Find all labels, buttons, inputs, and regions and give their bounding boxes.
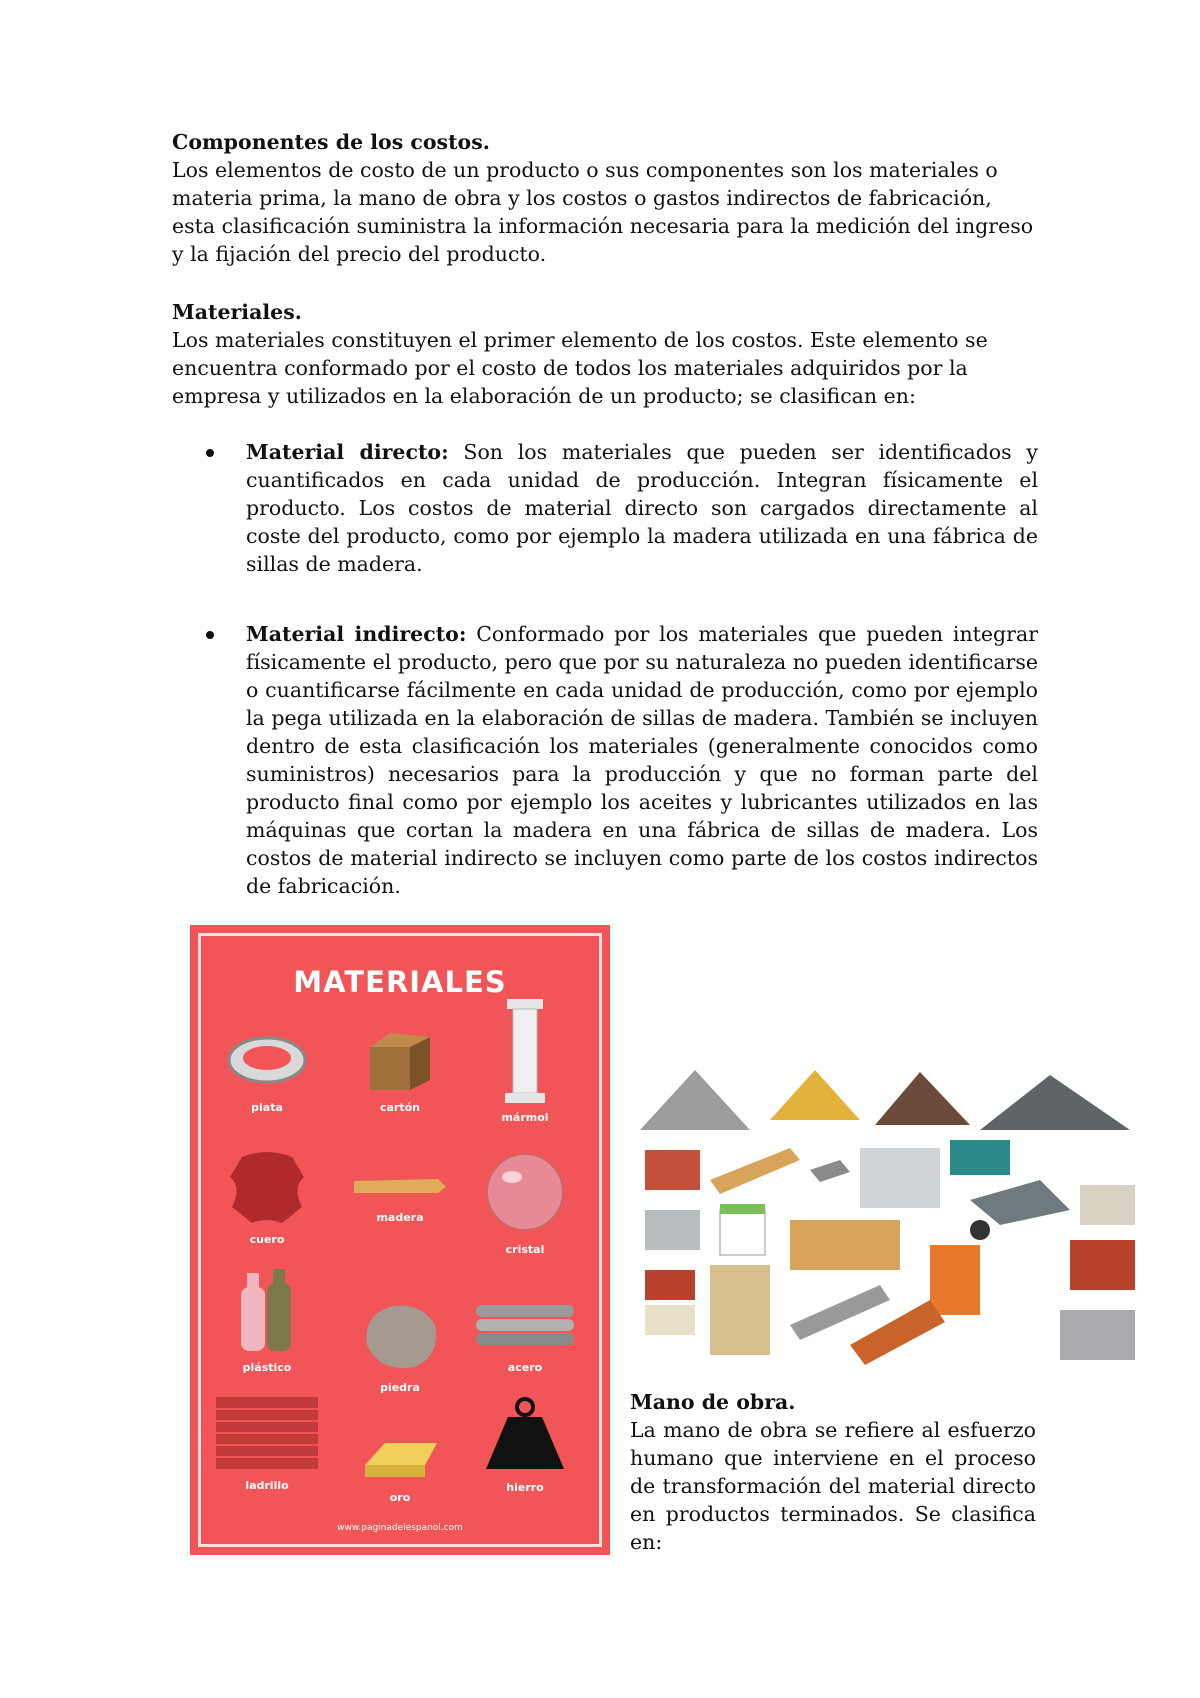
poster-item-label: cuero (249, 1233, 285, 1246)
building-materials-icon (645, 1140, 1135, 1365)
iron-weight-icon (480, 1395, 570, 1475)
leather-icon (222, 1147, 312, 1227)
materiales-poster (190, 925, 610, 1555)
poster-item-label: cartón (379, 1101, 420, 1114)
poster-item-label: plata (251, 1101, 283, 1114)
bullet-dot (206, 631, 214, 639)
poster-item-ladrillo (202, 1393, 332, 1492)
gold-bar-icon (355, 1425, 445, 1485)
column-icon (495, 995, 555, 1105)
bullet-dot (206, 449, 214, 457)
materiales-section (172, 298, 1038, 410)
poster-item-label: cristal (505, 1243, 545, 1256)
intro-section (172, 128, 1038, 268)
bullet-item (246, 438, 1038, 578)
poster-item-hierro (460, 1395, 590, 1494)
box-icon (355, 1025, 445, 1095)
poster-item-label: ladrillo (245, 1479, 289, 1492)
poster-item-label: mármol (501, 1111, 549, 1124)
poster-item-label: oro (389, 1491, 411, 1504)
section-heading: Materiales. (172, 300, 302, 324)
poster-item-cuero (202, 1147, 332, 1246)
poster-item-label: hierro (506, 1481, 544, 1494)
section-heading: Mano de obra. (630, 1390, 796, 1414)
poster-item-label: madera (376, 1211, 424, 1224)
bullet-item (246, 620, 1038, 900)
sand-piles-icon (640, 1070, 1130, 1130)
brick-wall-icon (212, 1393, 322, 1473)
bullet-text: Conformado por los materiales que pueden integrar físicamente el producto, pero que por su naturaleza no pueden identificarse o cuantificarse fácilmente en cada unidad de producción, como por ejemplo la pega utilizada en la elaboración de sillas de madera. También se incluyen dentro de esta clasificación los materiales (generalmente conocidos como suministros) necesarios para la producción y que no forman parte del producto final como por ejemplo los aceites y lubricantes utilizados en las máquinas que cortan la madera en una fábrica de sillas de madera. Los costos de material indirecto se incluyen como parte de los costos indirectos de fabricación. (246, 622, 1038, 898)
poster-url: www.paginadelespanol.com (337, 1523, 463, 1533)
poster-item-acero (460, 1295, 590, 1374)
poster-item-madera (335, 1165, 465, 1224)
steel-pipes-icon (470, 1295, 580, 1355)
poster-item-label: acero (507, 1361, 543, 1374)
poster-item-marmol (460, 995, 590, 1124)
mano-de-obra-section (630, 1388, 1036, 1556)
bullet-term: Material directo: (246, 440, 449, 464)
poster-title: MATERIALES (293, 965, 507, 999)
glass-sphere-icon (480, 1147, 570, 1237)
poster-item-carton (335, 1025, 465, 1114)
bottles-icon (227, 1265, 307, 1355)
plank-icon (350, 1165, 450, 1205)
construction-materials-illustration (640, 1060, 1140, 1380)
poster-item-label: piedra (380, 1381, 420, 1394)
poster-item-plata (202, 1025, 332, 1114)
section-body: Los materiales constituyen el primer elemento de los costos. Este elemento se encuentra conformado por el costo de todos los materiales adquiridos por la empresa y utilizados en la elaboración de un producto; se clasifican en: (172, 328, 988, 408)
poster-item-cristal (460, 1147, 590, 1256)
poster-item-oro (335, 1425, 465, 1504)
poster-item-piedra (335, 1295, 465, 1394)
poster-item-plastico (202, 1265, 332, 1374)
bullet-term: Material indirecto: (246, 622, 467, 646)
section-body: Los elementos de costo de un producto o sus componentes son los materiales o materia prima, la mano de obra y los costos o gastos indirectos de fabricación, esta clasificación suministra la información necesaria para la medición del ingreso y la fijación del precio del producto. (172, 158, 1034, 266)
ring-icon (222, 1025, 312, 1095)
section-heading: Componentes de los costos. (172, 130, 490, 154)
stone-icon (355, 1295, 445, 1375)
poster-item-label: plástico (242, 1361, 292, 1374)
section-body: La mano de obra se refiere al esfuerzo humano que interviene en el proceso de transformación del material directo en productos terminados. Se clasifica en: (630, 1418, 1036, 1554)
bullet-text: Son los materiales que pueden ser identificados y cuantificados en cada unidad de producción. Integran físicamente el producto. Los costos de material directo son cargados directamente al coste del producto, como por ejemplo la madera utilizada en una fábrica de sillas de madera. (246, 440, 1038, 576)
